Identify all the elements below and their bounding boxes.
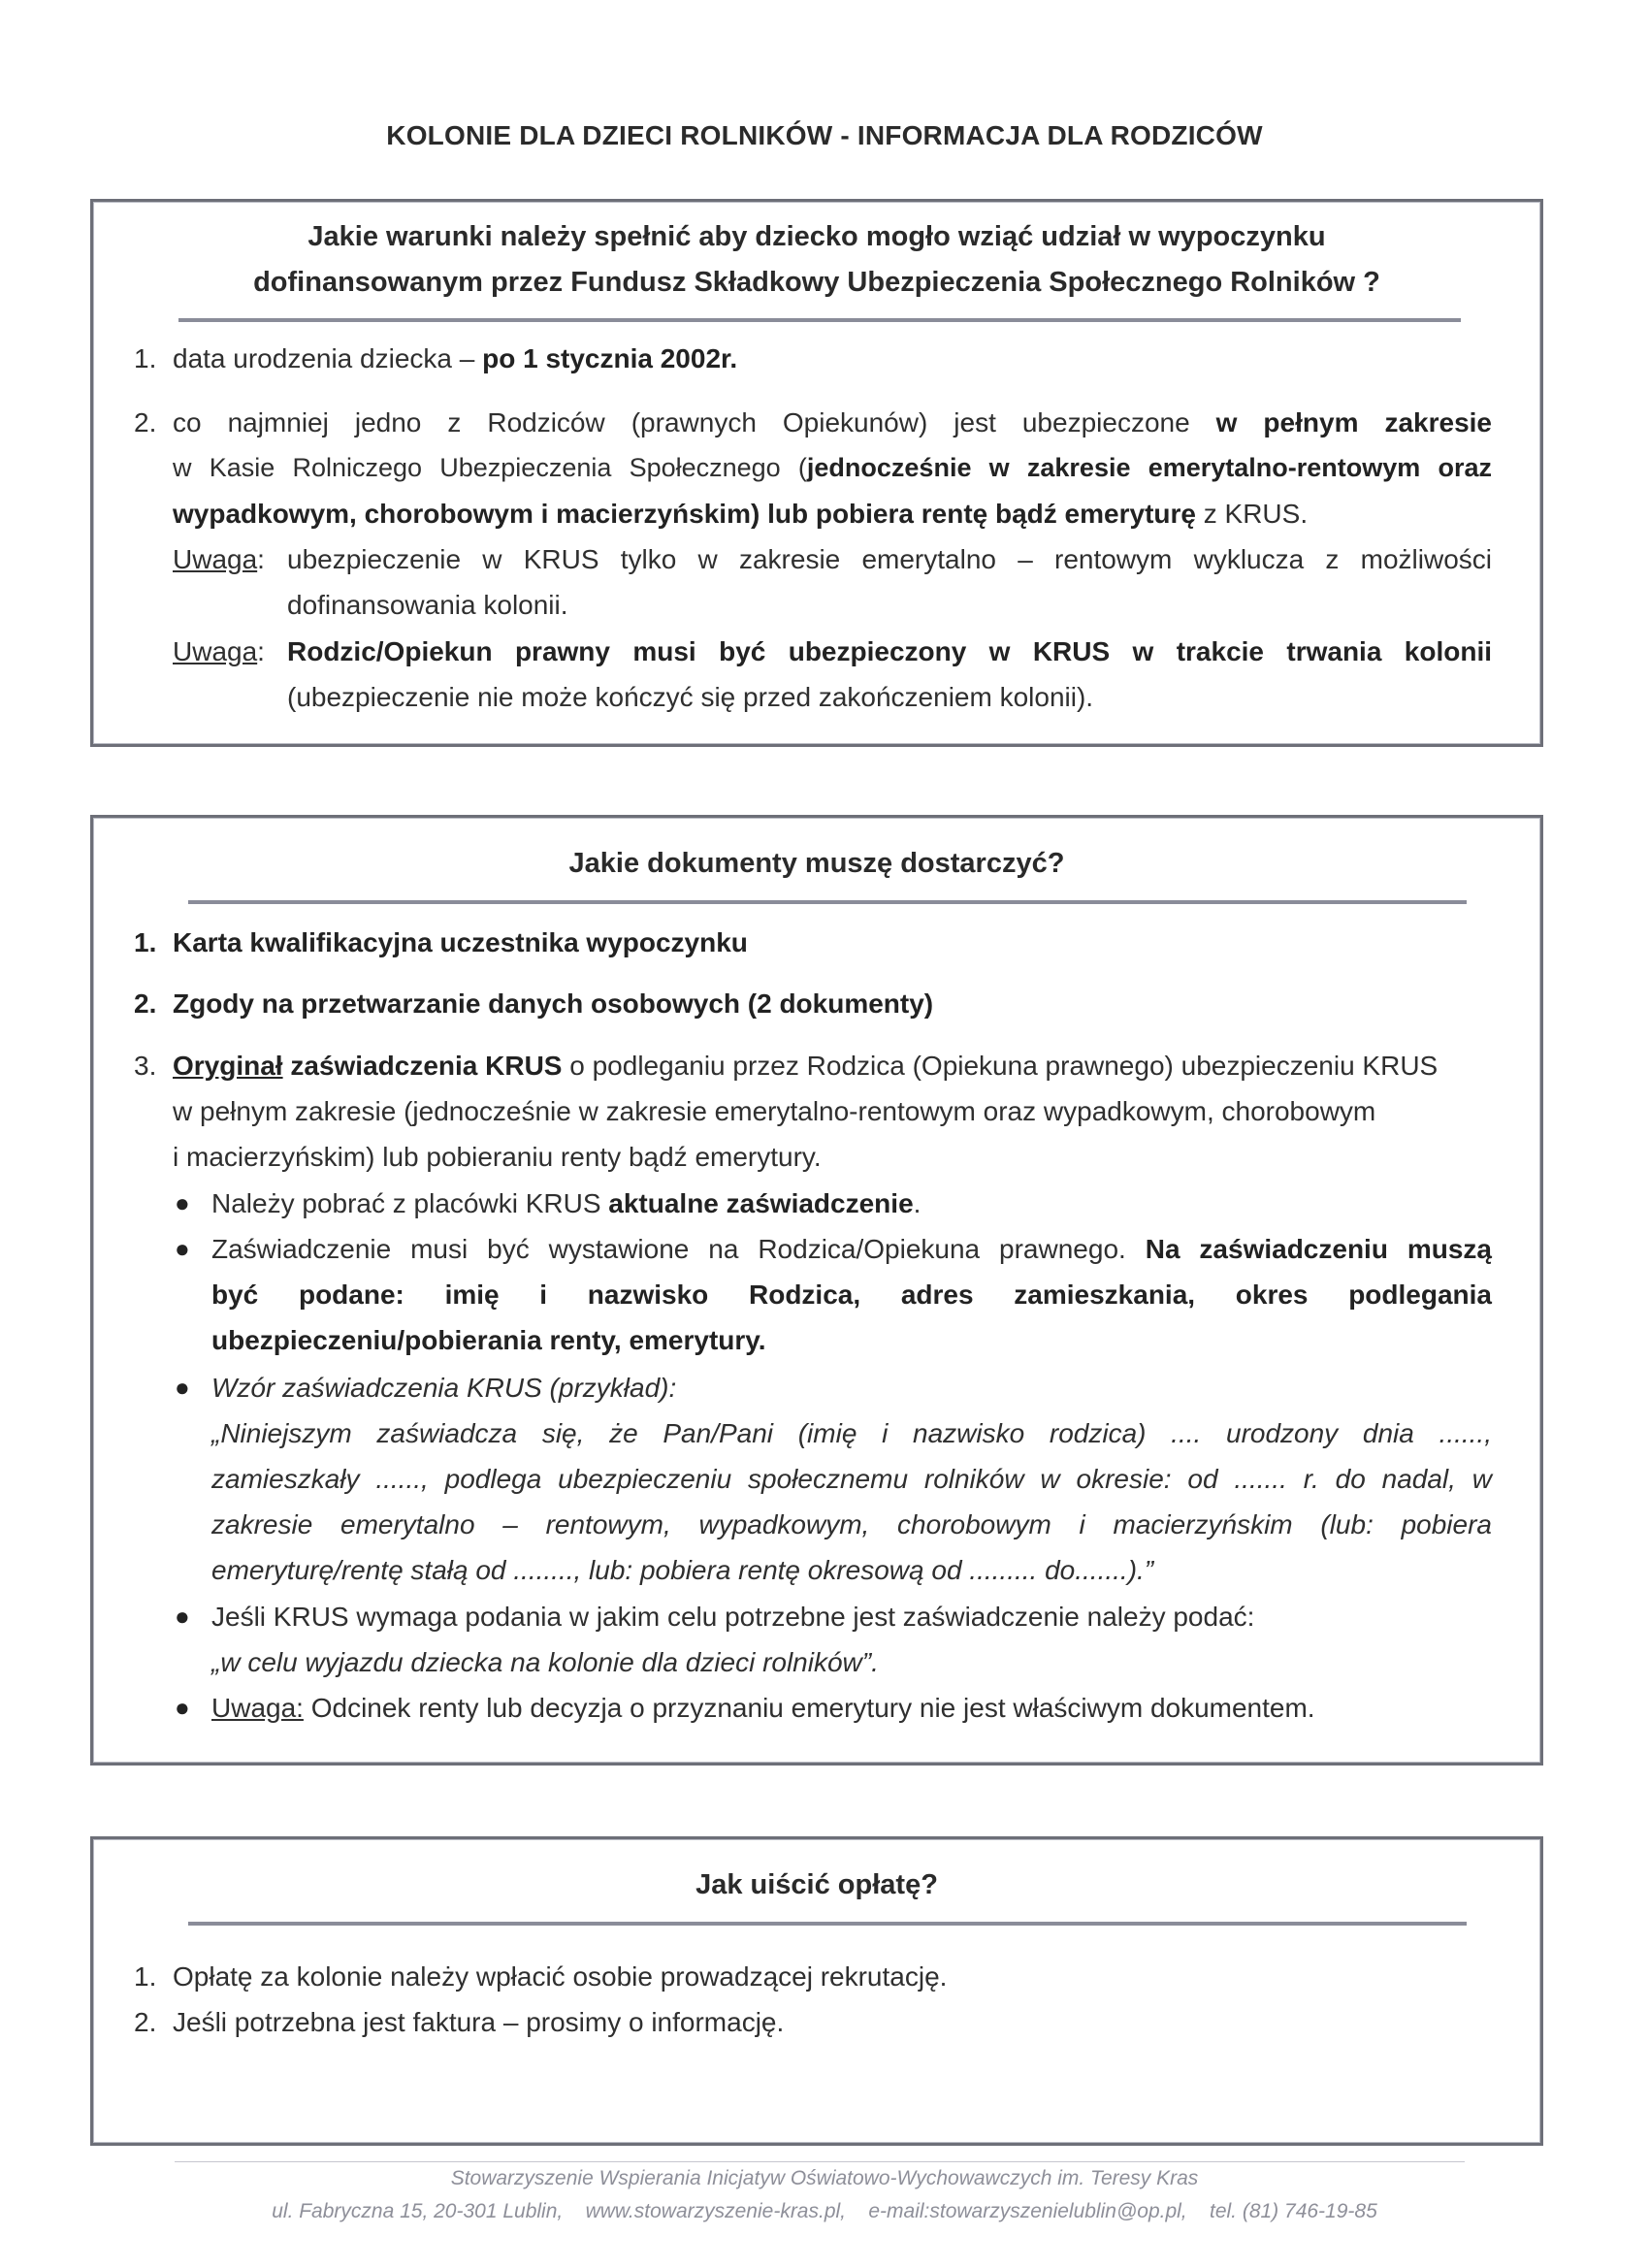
footer-divider: [175, 2161, 1465, 2162]
bullet-certificate-details-line1: Zaświadczenie musi być wystawione na Rodzica/Opiekuna prawnego. Na zaświadczeniu muszą: [211, 1234, 1492, 1264]
heading-divider: [188, 1922, 1467, 1926]
bullet-certificate-details-line2: być podane: imię i nazwisko Rodzica, adres zamieszkania, okres podlegania: [211, 1280, 1492, 1310]
list-item-certificate-line3: i macierzyńskim) lub pobieraniu renty bądź emerytury.: [173, 1142, 822, 1172]
eligibility-heading-line1: Jakie warunki należy spełnić aby dziecko mogło wziąć udział w wypoczynku: [307, 221, 1326, 252]
bullet-icon: ●: [175, 1693, 190, 1722]
bullet-icon: ●: [175, 1602, 190, 1631]
list-item-payment: Opłatę za kolonie należy wpłacić osobie prowadzącej rekrutację.: [173, 1961, 948, 1992]
template-text-line3: zakresie emerytalno – rentowym, wypadkowym, chorobowym i macierzyńskim (lub: pobiera: [211, 1509, 1492, 1539]
template-text-line2: zamieszkały ......, podlega ubezpieczeniu społecznemu rolników w okresie: od ....... r. do nadal, w: [211, 1464, 1492, 1494]
footer-contact: [0, 2200, 1649, 2223]
bullet-icon: ●: [175, 1373, 190, 1402]
payment-heading: Jak uiścić opłatę?: [695, 1869, 938, 1900]
list-item-insurance-line1: co najmniej jedno z Rodziców (prawnych Opiekunów) jest ubezpieczone w pełnym zakresie: [173, 407, 1492, 437]
list-item-insurance-line3: wypadkowym, chorobowym i macierzyńskim) lub pobiera rentę bądź emeryturę z KRUS.: [173, 499, 1309, 529]
footer-address: ul. Fabryczna 15, 20-301 Lublin,: [272, 2200, 564, 2222]
bullet-certificate-details-line3: ubezpieczeniu/pobierania renty, emerytury.: [211, 1325, 766, 1355]
bullet-purpose-line1: Jeśli KRUS wymaga podania w jakim celu potrzebne jest zaświadczenie należy podać:: [211, 1602, 1255, 1632]
list-number: 2.: [134, 988, 157, 1019]
note-text: ubezpieczenie w KRUS tylko w zakresie emerytalno – rentowym wyklucza z możliwości: [287, 544, 1492, 574]
documents-section: [90, 815, 1543, 1766]
note-text: Rodzic/Opiekun prawny musi być ubezpieczony w KRUS w trakcie trwania kolonii: [287, 636, 1492, 666]
bullet-warning: Uwaga: Odcinek renty lub decyzja o przyznaniu emerytury nie jest właściwym dokumentem.: [211, 1693, 1315, 1723]
footer-phone: tel. (81) 746-19-85: [1209, 2200, 1377, 2222]
payment-section: [90, 1836, 1543, 2146]
bullet-current-certificate: Należy pobrać z placówki KRUS aktualne zaświadczenie.: [211, 1188, 922, 1218]
footer-website-link[interactable]: www.stowarzyszenie-kras.pl,: [585, 2200, 846, 2222]
list-item-certificate-line2: w pełnym zakresie (jednocześnie w zakresie emerytalno-rentowym oraz wypadkowym, chorobowym: [173, 1096, 1376, 1126]
list-number: 1.: [134, 927, 157, 957]
list-number: 1.: [134, 343, 157, 373]
bullet-icon: ●: [175, 1188, 190, 1217]
list-number: 2.: [134, 2007, 157, 2037]
note-label: Uwaga:: [173, 636, 265, 666]
note-text: dofinansowania kolonii.: [287, 590, 568, 620]
heading-divider: [188, 900, 1467, 904]
page-title: KOLONIE DLA DZIECI ROLNIKÓW - INFORMACJA DLA RODZICÓW: [386, 120, 1263, 150]
note-text: (ubezpieczenie nie może kończyć się przed zakończeniem kolonii).: [287, 682, 1094, 712]
documents-heading: Jakie dokumenty muszę dostarczyć?: [568, 848, 1065, 879]
list-number: 2.: [134, 407, 157, 437]
bullet-purpose-line2: „w celu wyjazdu dziecka na kolonie dla dzieci rolników”.: [211, 1647, 879, 1677]
footer-organization: Stowarzyszenie Wspierania Inicjatyw Oświatowo-Wychowawczych im. Teresy Kras: [450, 2167, 1199, 2189]
list-item-certificate-line1: Oryginał zaświadczenia KRUS o podleganiu przez Rodzica (Opiekuna prawnego) ubezpieczeniu KRUS: [173, 1051, 1439, 1081]
template-text-line1: „Niniejszym zaświadcza się, że Pan/Pani (imię i nazwisko rodzica) .... urodzony dnia ......,: [211, 1418, 1492, 1448]
list-number: 1.: [134, 1961, 157, 1992]
list-item-qualification-card: Karta kwalifikacyjna uczestnika wypoczynku: [173, 927, 748, 957]
list-item-invoice: Jeśli potrzebna jest faktura – prosimy o informację.: [173, 2007, 785, 2037]
list-item-birthdate: data urodzenia dziecka – po 1 stycznia 2002r.: [173, 343, 738, 373]
eligibility-heading-line2: dofinansowanym przez Fundusz Składkowy Ubezpieczenia Społecznego Rolników ?: [253, 267, 1380, 298]
note-label: Uwaga:: [173, 544, 265, 574]
list-number: 3.: [134, 1051, 157, 1081]
bullet-icon: ●: [175, 1234, 190, 1263]
list-item-consents: Zgody na przetwarzanie danych osobowych (2 dokumenty): [173, 988, 934, 1019]
heading-divider: [178, 318, 1461, 322]
eligibility-section: [90, 199, 1543, 747]
list-item-insurance-line2: w Kasie Rolniczego Ubezpieczenia Społecznego (jednocześnie w zakresie emerytalno-rentowym oraz: [173, 453, 1492, 482]
footer-email-link[interactable]: e-mail:stowarzyszenielublin@op.pl,: [868, 2200, 1187, 2222]
template-text-line4: emeryturę/rentę stałą od ........, lub: pobiera rentę okresową od ......... do.......).”: [211, 1555, 1154, 1585]
bullet-template-heading: Wzór zaświadczenia KRUS (przykład):: [211, 1373, 677, 1403]
